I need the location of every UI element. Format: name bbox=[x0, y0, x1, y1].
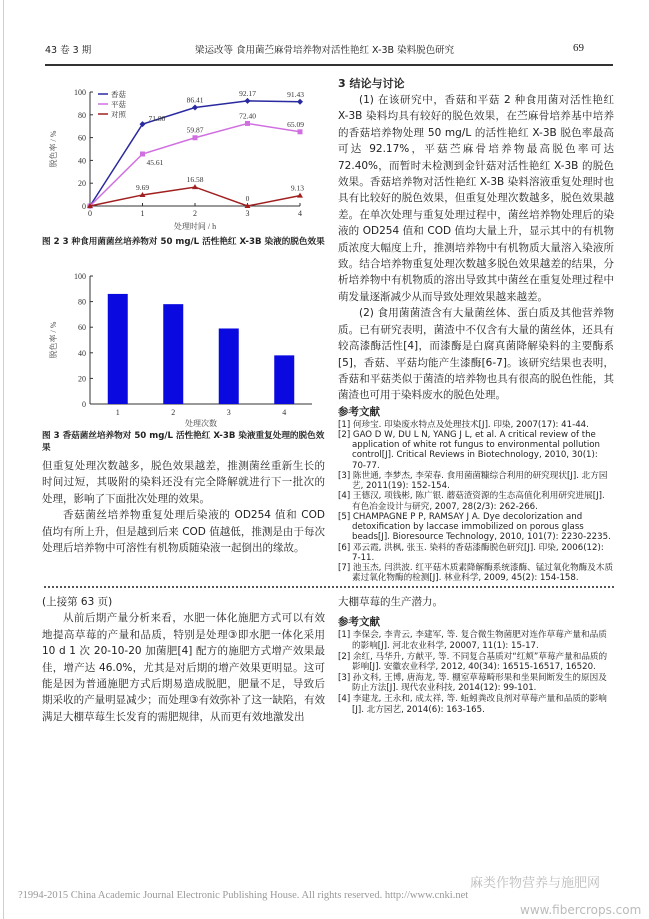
continuation-right bbox=[338, 594, 614, 715]
y-tick-label: 100 bbox=[74, 272, 86, 281]
x-tick-label: 3 bbox=[226, 408, 231, 417]
conclusion-paragraph-2: (2) 食用菌菌渣含有大量菌丝体、蛋白质及其他营养物质。已有研究表明，菌渣中不仅含有大量的菌丝体，还具有较高漆酶活性[4]，而漆酶是白腐真菌降解染料的主要酶系[5]，香菇、平菇均能产生漆酶[6-7]。该研究结果也表明，香菇和平菇类似于菌渣的培养物也具有很高的脱色性能，其菌渣也可用于染料废水的脱色处理。 bbox=[338, 307, 614, 402]
y-tick-label: 40 bbox=[78, 156, 86, 166]
figure-2-caption-text: 3 种食用菌菌丝培养物对 50 mg/L 活性艳红 X-3B 染液的脱色效果 bbox=[62, 237, 325, 247]
continuation-paragraph: 从前后期产量分析来看，水肥一体化施肥方式可以有效地提高草莓的产量和品质，特别是处理③即水肥一体化采用 10 d 1 次 20-10-20 加菌肥[4] 配方的施肥方式增产效果最佳，增产达 46.0%，尤其是对后期的增产效果更明显。这可能是因为普通施肥方式后期易造成脱肥，肥量不足，导致后期采收的产量明显减少；而处理③有效弥补了这一缺陷，有效满足大棚草莓生长发育的需肥规律，从而更有效地激发出 bbox=[42, 612, 325, 723]
data-label: 86.41 bbox=[186, 95, 204, 105]
y-tick-label: 100 bbox=[74, 88, 86, 97]
figure-3 bbox=[42, 266, 325, 432]
x-tick-label: 1 bbox=[140, 209, 145, 218]
copyright-footer: ?1994-2015 China Academic Journal Electronic Publishing House. All rights reserved. http://www.cnki.net bbox=[18, 890, 469, 901]
data-label: 16.58 bbox=[186, 175, 204, 185]
figure-2-caption bbox=[42, 236, 325, 248]
data-point bbox=[297, 99, 303, 105]
continuation-note: (上接第 63 页) bbox=[42, 596, 113, 608]
x-tick-label: 2 bbox=[193, 209, 197, 218]
y-tick-label: 60 bbox=[78, 323, 86, 333]
y-tick-label: 20 bbox=[78, 179, 86, 189]
conclusion-paragraph-1: (1) 在该研究中，香菇和平菇 2 种食用菌对活性艳红 X-3B 染料均具有较好的脱色效果，在苎麻骨培养基中培养的香菇培养物处理 50 mg/L 的活性艳红 X-3B 脱色率最高可达 92.17%，平菇苎麻骨培养物最高脱色率可达 72.40%，而暂时未检测到金针菇对活性艳红 X-3B 的脱色效果。香菇培养物对活性艳红 X-3B 染料溶液重复处理时也具有比较好的脱色效果，但重复处理次数越多，脱色效果越差。在单次处理与重复处理过程中，菌丝培养物处理后的染液的 OD254 值和 COD 值均大量上升，显示其中的有机物质浓度大幅度上升，推测培养物中有机物质大量溶入染液所致。结合培养物重复处理次数越多脱色效果越差的结果，分析培养物中有机物质的溶出导致其中菌丝在重复处理过程中萌发量逐渐减少从而导致处理效果越来越差。 bbox=[338, 94, 614, 303]
section-title: 3 结论与讨论 bbox=[338, 77, 405, 90]
legend-label: 香菇 bbox=[111, 90, 126, 99]
data-label: 45.61 bbox=[146, 158, 164, 168]
reference-item: [7] 池玉杰, 闫洪波. 红平菇木质素降解酶系统漆酶、锰过氧化物酶及木质素过氧化物酶的检测[J]. 林业科学, 2009, 45(2): 154-158. bbox=[338, 563, 614, 584]
y-axis-label: 脱色率 / % bbox=[49, 130, 58, 168]
data-point bbox=[192, 104, 198, 110]
continuation-paragraph-end: 大棚草莓的生产潜力。 bbox=[338, 596, 443, 608]
data-label: 72.40 bbox=[239, 111, 256, 121]
bar-2 bbox=[163, 304, 183, 404]
x-tick-label: 3 bbox=[245, 209, 250, 218]
x-tick-label: 4 bbox=[298, 209, 302, 218]
data-label: 91.43 bbox=[287, 89, 304, 99]
data-point bbox=[297, 193, 303, 198]
x-tick-label: 0 bbox=[88, 209, 92, 218]
reference-item: [1] 李保会, 李青云, 李建军, 等. 复合微生物菌肥对连作草莓产量和品质的影响[J]. 河北农业科学, 20007, 11(1): 15-17. bbox=[338, 630, 607, 651]
figure-3-label: 图 3 bbox=[42, 431, 60, 441]
data-point bbox=[140, 152, 145, 157]
y-tick-label: 60 bbox=[78, 133, 86, 143]
data-label: 92.17 bbox=[239, 88, 256, 98]
left-body-text bbox=[42, 458, 325, 556]
bar-4 bbox=[274, 355, 294, 404]
data-label: 9.13 bbox=[290, 183, 304, 193]
reference-item: [2] 余红, 马华升, 方献平, 等. 不同复合基质对“红颊”草莓产量和品质的影响[J]. 安徽农业科学, 2012, 40(34): 16515-16517, 16520. bbox=[338, 651, 608, 673]
data-point bbox=[193, 135, 198, 140]
y-tick-label: 40 bbox=[78, 348, 86, 358]
data-label: 59.87 bbox=[186, 125, 204, 135]
legend-label: 对照 bbox=[111, 110, 126, 119]
figure-2-label: 图 2 bbox=[42, 237, 60, 247]
x-tick-label: 4 bbox=[282, 408, 287, 417]
y-tick-label: 80 bbox=[78, 297, 86, 307]
figure-3-caption-text: 香菇菌丝培养物对 50 mg/L 活性艳红 X-3B 染液重复处理的脱色效果 bbox=[42, 431, 325, 453]
data-label: 71.80 bbox=[148, 114, 166, 124]
y-tick-label: 0 bbox=[82, 400, 86, 409]
x-tick-label: 1 bbox=[115, 408, 120, 417]
legend-label: 平菇 bbox=[111, 100, 126, 109]
continuation-section bbox=[42, 594, 325, 725]
section-divider bbox=[44, 586, 614, 588]
data-point bbox=[192, 184, 198, 189]
reference-item: [5] CHAMPAGNE P P, RAMSAY J A. Dye decolorization and detoxification by laccase immobilized on porous glass beads[J]. Bioresource Technology, 2010, 101(7): 2230-2235. bbox=[338, 511, 611, 543]
x-tick-label: 2 bbox=[171, 408, 176, 417]
reference-item: [6] 邓云霞, 洪枫, 张玉. 染料的香菇漆酶脱色研究[J]. 印染, 2006(12): 7-11. bbox=[338, 542, 604, 563]
reference-item: [2] GAO D W, DU L N, YANG J L, et al. A critical review of the application of white rot fungus to environmental pollution control[J]. Critical Reviews in Biotechnology, 2010, 30(1): 70-77. bbox=[338, 429, 601, 471]
x-axis-label: 处理时间 / h bbox=[173, 222, 217, 231]
reference-item: [4] 王德汉, 项钱彬, 陈广银. 蘑菇渣资源的生态高值化利用研究进展[J]. 有色冶金设计与研究, 2007, 28(2/3): 262-266. bbox=[338, 491, 605, 512]
reference-item: [3] 陈世通, 李梦杰, 李荣春. 食用菌菌糠综合利用的研究现状[J]. 北方园艺, 2011(19): 152-154. bbox=[338, 470, 608, 492]
reference-item: [1] 何珍宝. 印染废水特点及处理技术[J]. 印染, 2007(17): 41-44. bbox=[338, 419, 589, 430]
data-label: 9.69 bbox=[135, 182, 150, 192]
figure-2 bbox=[42, 78, 325, 238]
figure-3-caption bbox=[42, 430, 325, 454]
running-title: 梁运改等 食用菌苎麻骨培养物对活性艳红 X-3B 染料脱色研究 bbox=[195, 45, 455, 56]
data-label: 65.09 bbox=[287, 119, 304, 129]
volume-issue: 43 卷 3 期 bbox=[45, 45, 92, 56]
reference-item: [4] 李建龙, 王永和, 成太祥, 等. 蚯蚓粪改良剂对草莓产量和品质的影响[J]. 北方园艺, 2014(6): 163-165. bbox=[338, 693, 607, 715]
page-number: 69 bbox=[573, 42, 584, 54]
watermark-url: www.fibercrops.com bbox=[520, 903, 642, 917]
running-header bbox=[45, 38, 613, 58]
y-tick-label: 80 bbox=[78, 110, 86, 120]
data-point bbox=[298, 129, 303, 134]
left-paragraph-2: 香菇菌丝培养物重复处理后染液的 OD254 值和 COD 值均有所上升，但是越到后来 COD 值越低，推测是由于每次处理后培养物中可溶性有机物质随染液一起倒出的缘故。 bbox=[42, 509, 325, 555]
bar-3 bbox=[219, 328, 239, 404]
data-point bbox=[245, 98, 251, 104]
data-point bbox=[245, 121, 250, 126]
y-tick-label: 20 bbox=[78, 374, 86, 384]
continuation-references-list bbox=[338, 630, 614, 715]
x-axis-label: 处理次数 bbox=[185, 419, 217, 428]
y-tick-label: 0 bbox=[82, 202, 86, 211]
left-paragraph-1: 但重复处理次数越多，脱色效果越差，推测菌丝重新生长的时间过短，其吸附的染料还没有完全降解就进行下一批次的处理，影响了下面批次处理的效果。 bbox=[42, 460, 325, 505]
data-label: 0 bbox=[245, 194, 250, 203]
bar-chart-fig3 bbox=[42, 266, 325, 428]
bar-1 bbox=[108, 294, 128, 404]
continuation-references-title: 参考文献 bbox=[338, 616, 380, 629]
reference-item: [3] 孙文科, 王博, 唐海龙, 等. 棚室草莓畸形果和坐果间断发生的原因及防止方法[J]. 现代农业科技, 2014(12): 99-101. bbox=[338, 672, 607, 694]
references-list bbox=[338, 420, 614, 584]
conclusion-section bbox=[338, 76, 614, 583]
references-title: 参考文献 bbox=[338, 405, 380, 418]
line-chart-fig2 bbox=[42, 78, 325, 234]
header-rule bbox=[45, 64, 613, 66]
watermark-cn: 麻类作物营养与施肥网 bbox=[470, 876, 601, 891]
page-edge bbox=[3, 0, 4, 919]
y-axis-label: 脱色率 / % bbox=[49, 321, 58, 359]
